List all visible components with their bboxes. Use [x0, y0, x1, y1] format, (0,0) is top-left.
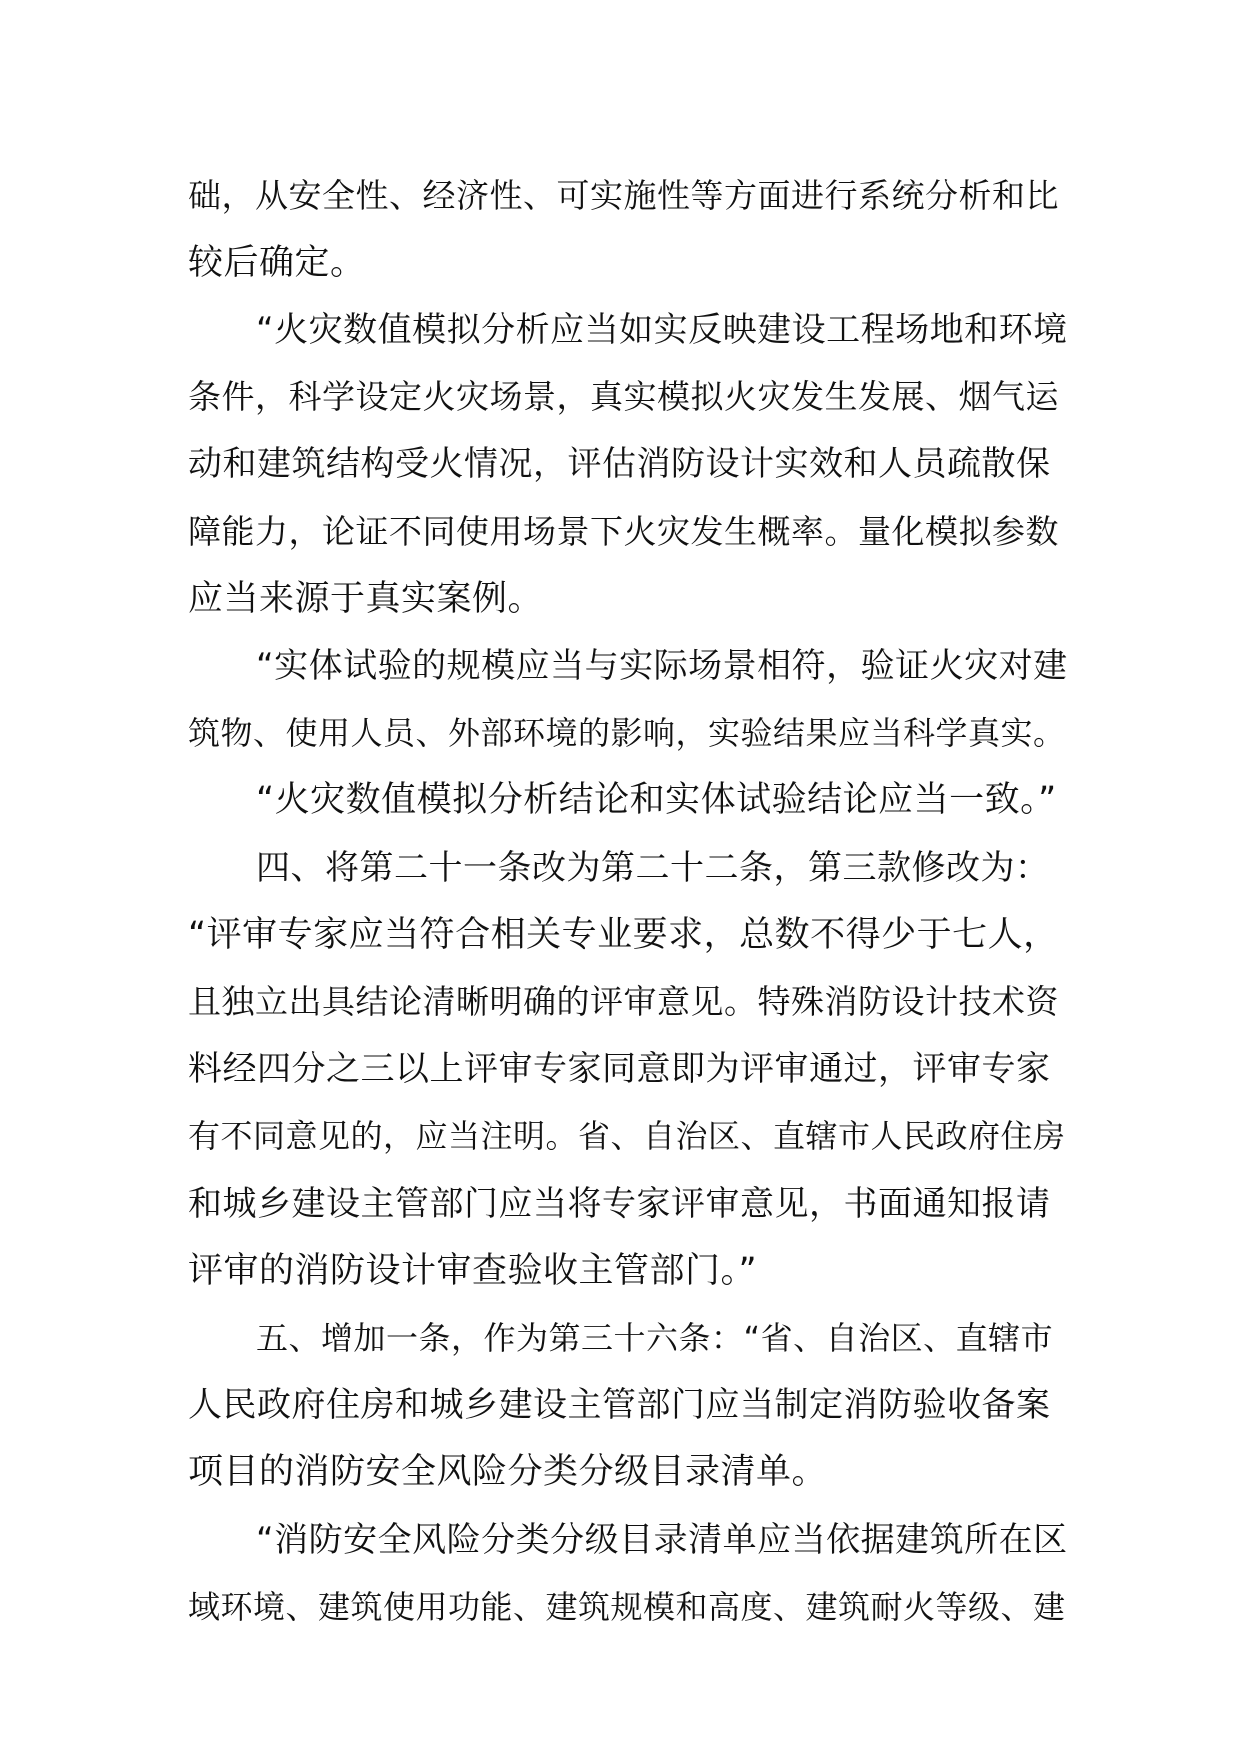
- text-line: 评审的消防设计审查验收主管部门。”: [188, 1251, 758, 1291]
- text-line: 障能力，论证不同使用场景下火灾发生概率。量化模拟参数: [188, 512, 1059, 551]
- text-line: 且独立出具结论清晰明确的评审意见。特殊消防设计技术资: [188, 982, 1059, 1021]
- text-line: 应当来源于真实案例。: [188, 579, 544, 619]
- text-line: 础，从安全性、经济性、可实施性等方面进行系统分析和比: [188, 176, 1059, 215]
- text-line: 五、增加一条，作为第三十六条：“省、自治区、直辖市: [256, 1319, 1054, 1357]
- text-line: 动和建筑结构受火情况，评估消防设计实效和人员疏散保: [188, 444, 1051, 484]
- text-line: 项目的消防安全风险分类分级目录清单。: [188, 1452, 828, 1492]
- text-line: “火灾数值模拟分析应当如实反映建设工程场地和环境: [256, 310, 1068, 350]
- text-line: 料经四分之三以上评审专家同意即为评审通过，评审专家: [188, 1049, 1051, 1089]
- text-line: “实体试验的规模应当与实际场景相符，验证火灾对建: [256, 646, 1068, 686]
- text-line: “火灾数值模拟分析结论和实体试验结论应当一致。”: [256, 780, 1057, 820]
- text-line: 和城乡建设主管部门应当将专家评审意见，书面通知报请: [188, 1184, 1051, 1224]
- text-line: 较后确定。: [188, 243, 366, 283]
- text-line: 四、将第二十一条改为第二十二条，第三款修改为：: [256, 848, 1050, 888]
- text-line: 有不同意见的，应当注明。省、自治区、直辖市人民政府住房: [188, 1117, 1066, 1155]
- text-line: 筑物、使用人员、外部环境的影响，实验结果应当科学真实。: [188, 714, 1066, 752]
- text-line: 域环境、建筑使用功能、建筑规模和高度、建筑耐火等级、建: [188, 1588, 1066, 1626]
- text-line: “评审专家应当符合相关专业要求，总数不得少于七人，: [188, 915, 1059, 955]
- text-line: “消防安全风险分类分级目录清单应当依据建筑所在区: [256, 1520, 1068, 1560]
- text-line: 人民政府住房和城乡建设主管部门应当制定消防验收备案: [188, 1385, 1051, 1425]
- text-line: 条件，科学设定火灾场景，真实模拟火灾发生发展、烟气运: [188, 377, 1059, 416]
